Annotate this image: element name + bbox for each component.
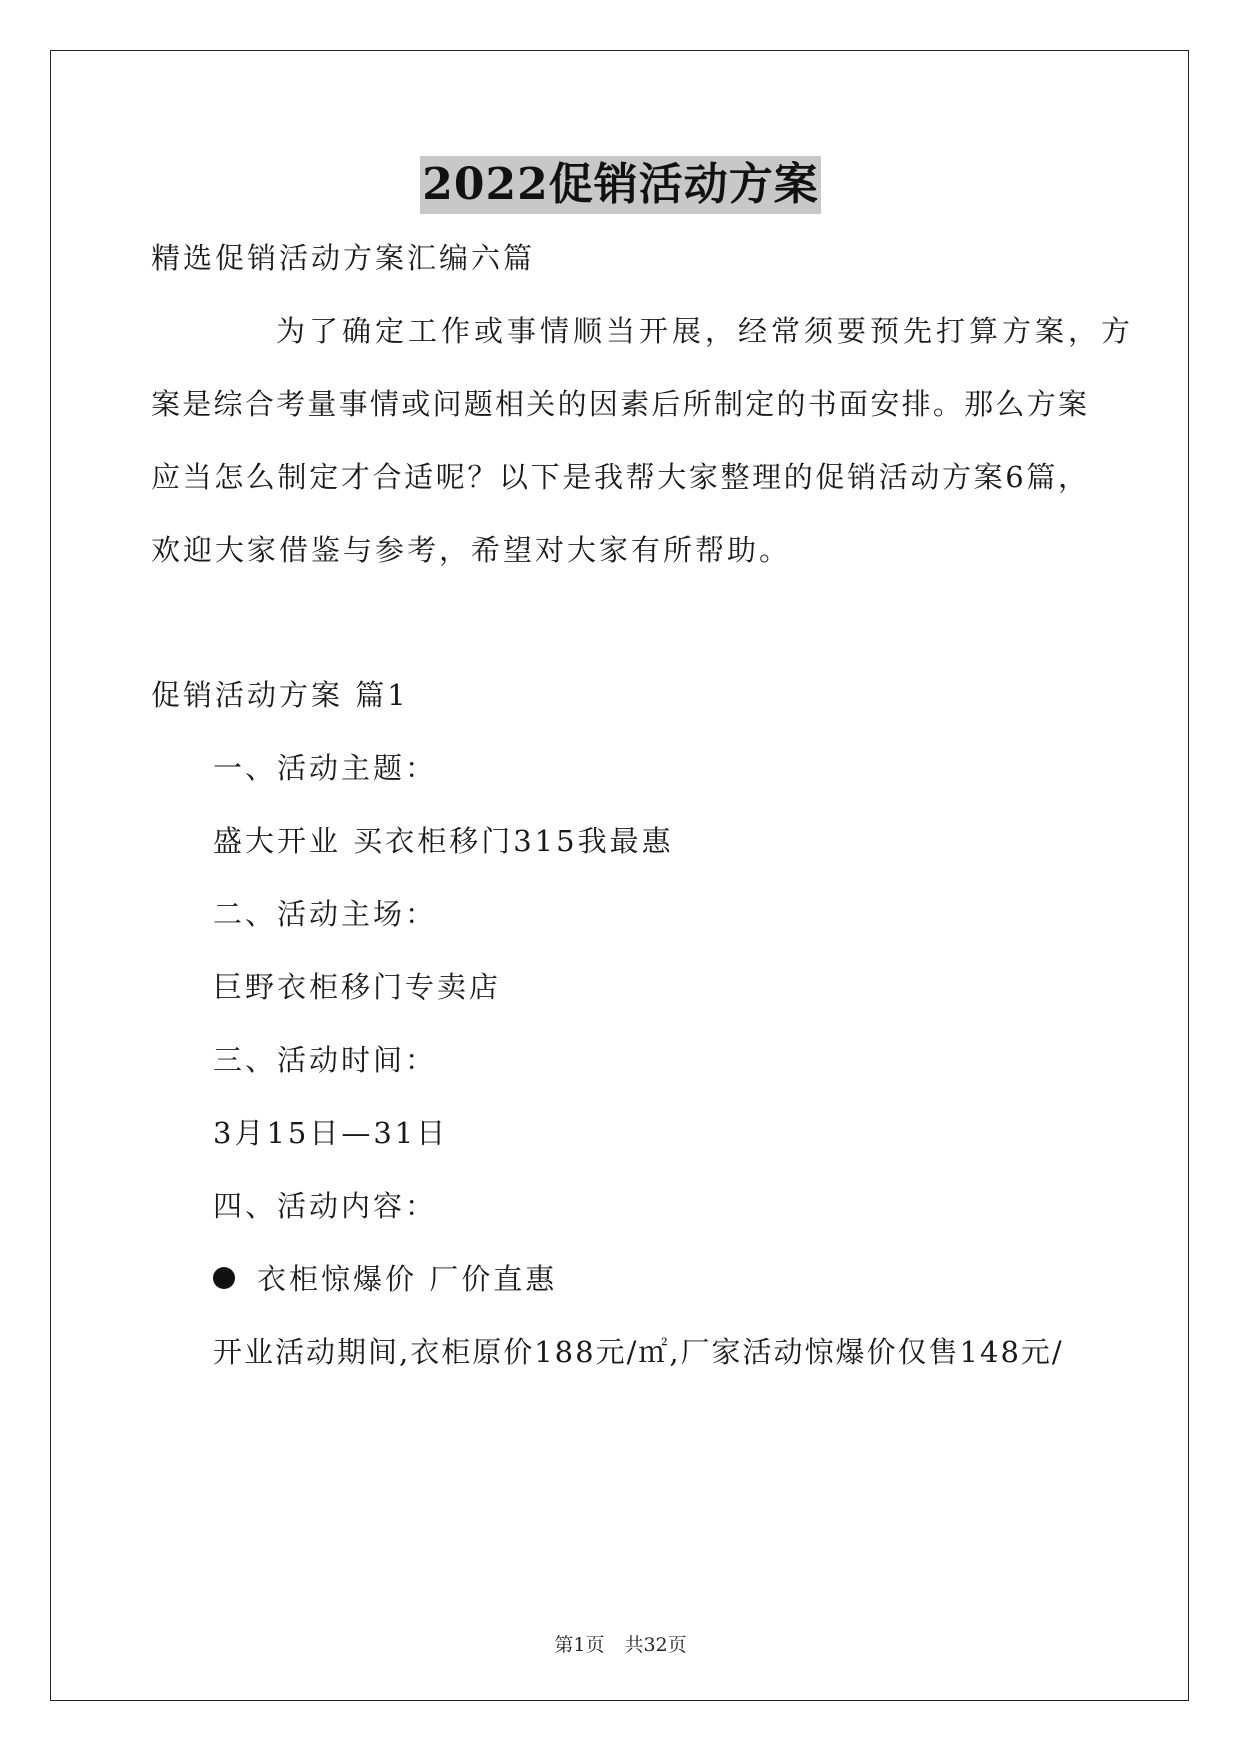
bullet-item xyxy=(213,1259,557,1299)
intro-line-2: 案是综合考量事情或问题相关的因素后所制定的书面安排。那么方案 xyxy=(151,387,1087,421)
item-time-heading: 三、活动时间： xyxy=(213,1043,438,1077)
item-venue-text: 巨野衣柜移门专卖店 xyxy=(213,970,502,1004)
page-footer xyxy=(0,1630,1241,1657)
document-subtitle: 精选促销活动方案汇编六篇 xyxy=(151,241,536,275)
section-heading: 促销活动方案 篇1 xyxy=(151,678,409,712)
bullet-icon xyxy=(213,1267,235,1289)
intro-line-1: 为了确定工作或事情顺当开展，经常须要预先打算方案，方 xyxy=(276,314,1135,348)
page-number: 第1页 xyxy=(554,1634,605,1656)
item-theme-heading: 一、活动主题： xyxy=(213,751,438,785)
document-title: 2022促销活动方案 xyxy=(420,156,820,214)
intro-line-4: 欢迎大家借鉴与参考，希望对大家有所帮助。 xyxy=(151,533,792,567)
item-theme-text: 盛大开业 买衣柜移门315我最惠 xyxy=(213,824,674,858)
item-venue-heading: 二、活动主场： xyxy=(213,897,438,931)
last-line: 开业活动期间,衣柜原价188元/㎡,厂家活动惊爆价仅售148元/ xyxy=(213,1335,1064,1369)
intro-line-3: 应当怎么制定才合适呢？以下是我帮大家整理的促销活动方案6篇， xyxy=(151,460,1087,494)
page-total: 共32页 xyxy=(624,1634,687,1656)
page-border xyxy=(50,50,1189,1701)
bullet-text: 衣柜惊爆价 厂价直惠 xyxy=(257,1262,558,1296)
item-content-heading: 四、活动内容： xyxy=(213,1189,438,1223)
item-time-text: 3月15日—31日 xyxy=(213,1116,449,1150)
title-container xyxy=(0,156,1241,214)
